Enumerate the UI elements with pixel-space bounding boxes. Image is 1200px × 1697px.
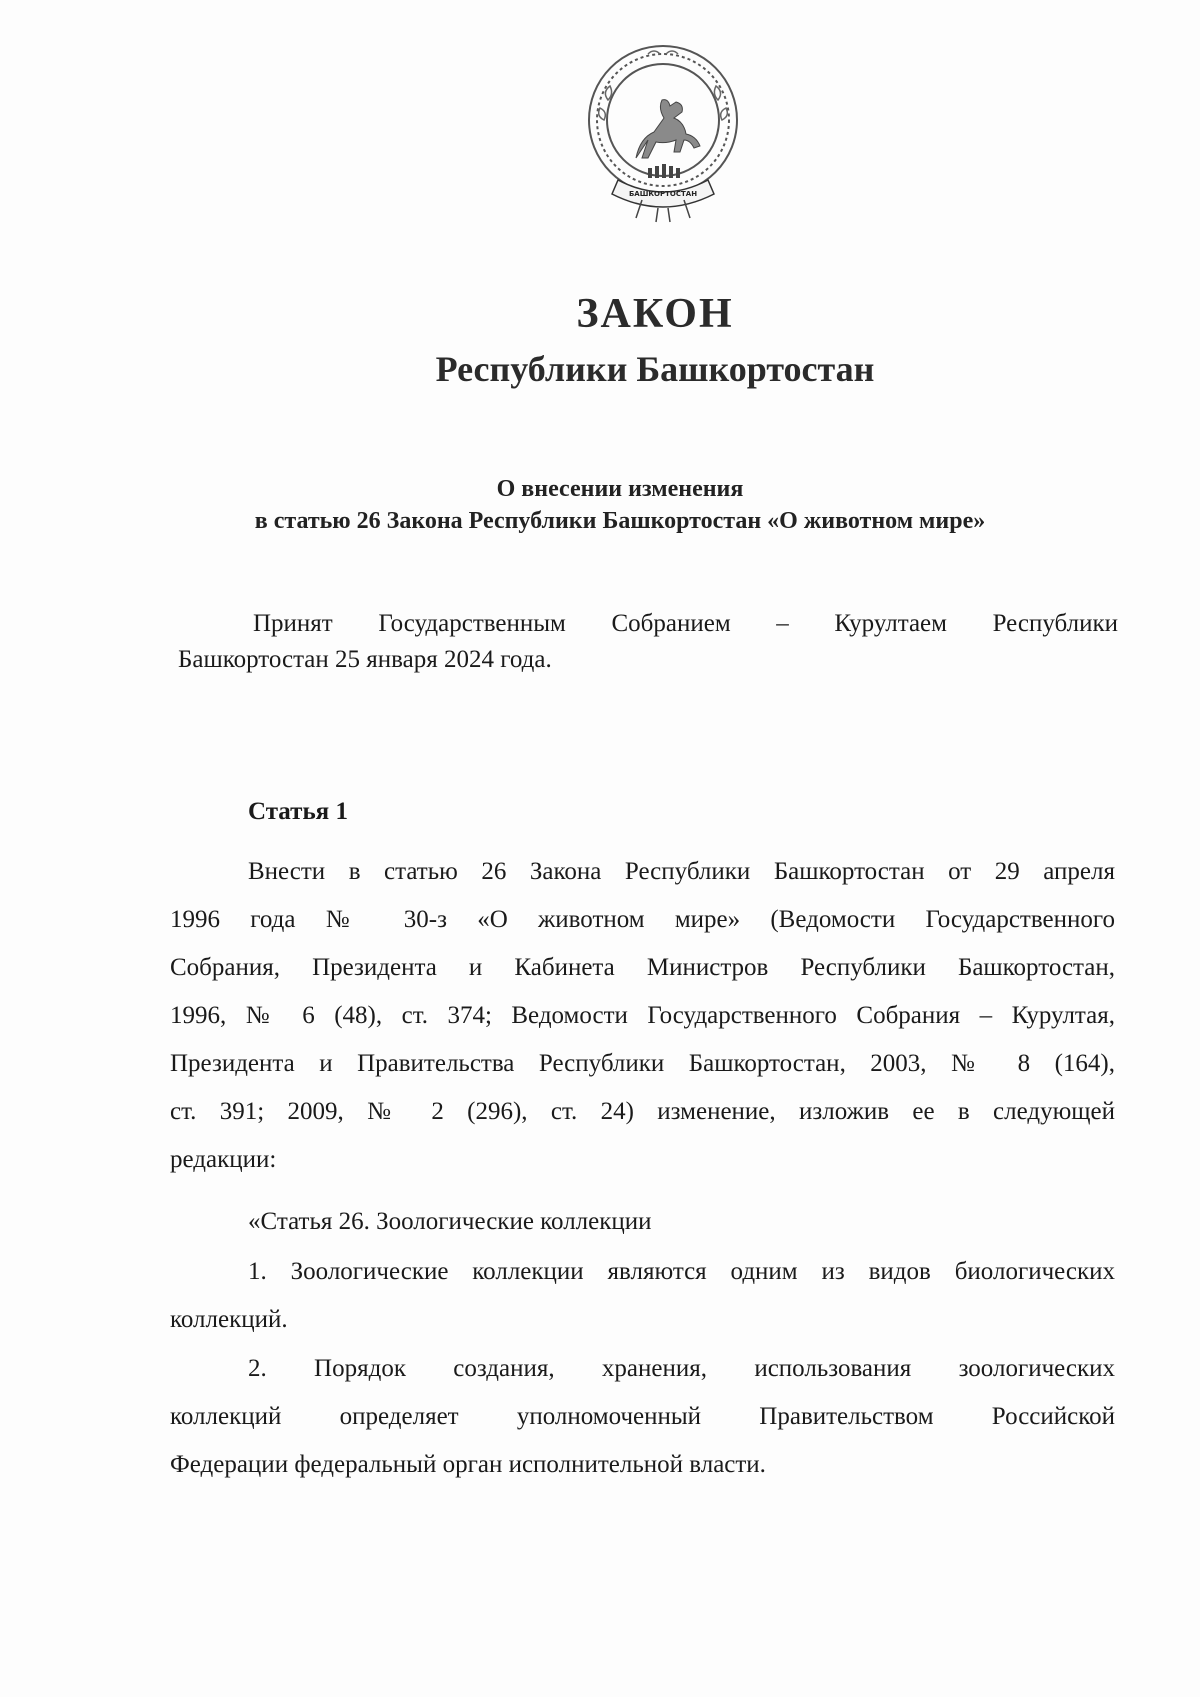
subject-line-1: О внесении изменения — [496, 476, 744, 502]
quoted-article-heading — [170, 1198, 1115, 1246]
adoption-line-2: Башкортостан 25 января 2024 года. — [178, 646, 552, 673]
paragraph-line: коллекций. — [170, 1306, 288, 1333]
paragraph-line: коллекций определяет уполномоченный Правительством Российской — [170, 1403, 1115, 1430]
paragraph-line: Президента и Правительства Республики Башкортостан, 2003, № 8 (164), — [170, 1050, 1115, 1077]
document-title: ЗАКОН — [576, 291, 734, 337]
paragraph-line: Федерации федеральный орган исполнительной власти. — [170, 1451, 766, 1478]
paragraph-line: Собрания, Президента и Кабинета Министров Республики Башкортостан, — [170, 954, 1115, 981]
paragraph-line: Внести в статью 26 Закона Республики Башкортостан от 29 апреля — [248, 858, 1115, 885]
emblem-ribbon-text: БАШКОРТОСТАН — [628, 190, 698, 198]
document-subtitle: Республики Башкортостан — [435, 349, 875, 389]
paragraph-line: 1996 года № 30-з «О животном мире» (Ведомости Государственного — [170, 906, 1115, 933]
adoption-note — [178, 606, 1118, 678]
article-paragraph — [170, 848, 1115, 1184]
paragraph-line: ст. 391; 2009, № 2 (296), ст. 24) изменение, изложив ее в следующей — [170, 1098, 1115, 1125]
article-heading: Статья 1 — [248, 798, 348, 825]
adoption-line-1: Принят Государственным Собранием – Курултаем Республики — [253, 610, 1118, 637]
bashkortostan-emblem-icon — [578, 40, 748, 225]
item-2-paragraph — [170, 1345, 1115, 1489]
paragraph-line: редакции: — [170, 1146, 277, 1173]
paragraph-line: 1. Зоологические коллекции являются одним из видов биологических — [248, 1258, 1115, 1285]
quoted-heading-line: «Статья 26. Зоологические коллекции — [248, 1208, 652, 1235]
subject-line-2: в статью 26 Закона Республики Башкортостан «О животном мире» — [254, 508, 986, 534]
paragraph-line: 1996, № 6 (48), ст. 374; Ведомости Государственного Собрания – Курултая, — [170, 1002, 1115, 1029]
paragraph-line: 2. Порядок создания, хранения, использования зоологических — [248, 1355, 1115, 1382]
item-1-paragraph — [170, 1248, 1115, 1344]
